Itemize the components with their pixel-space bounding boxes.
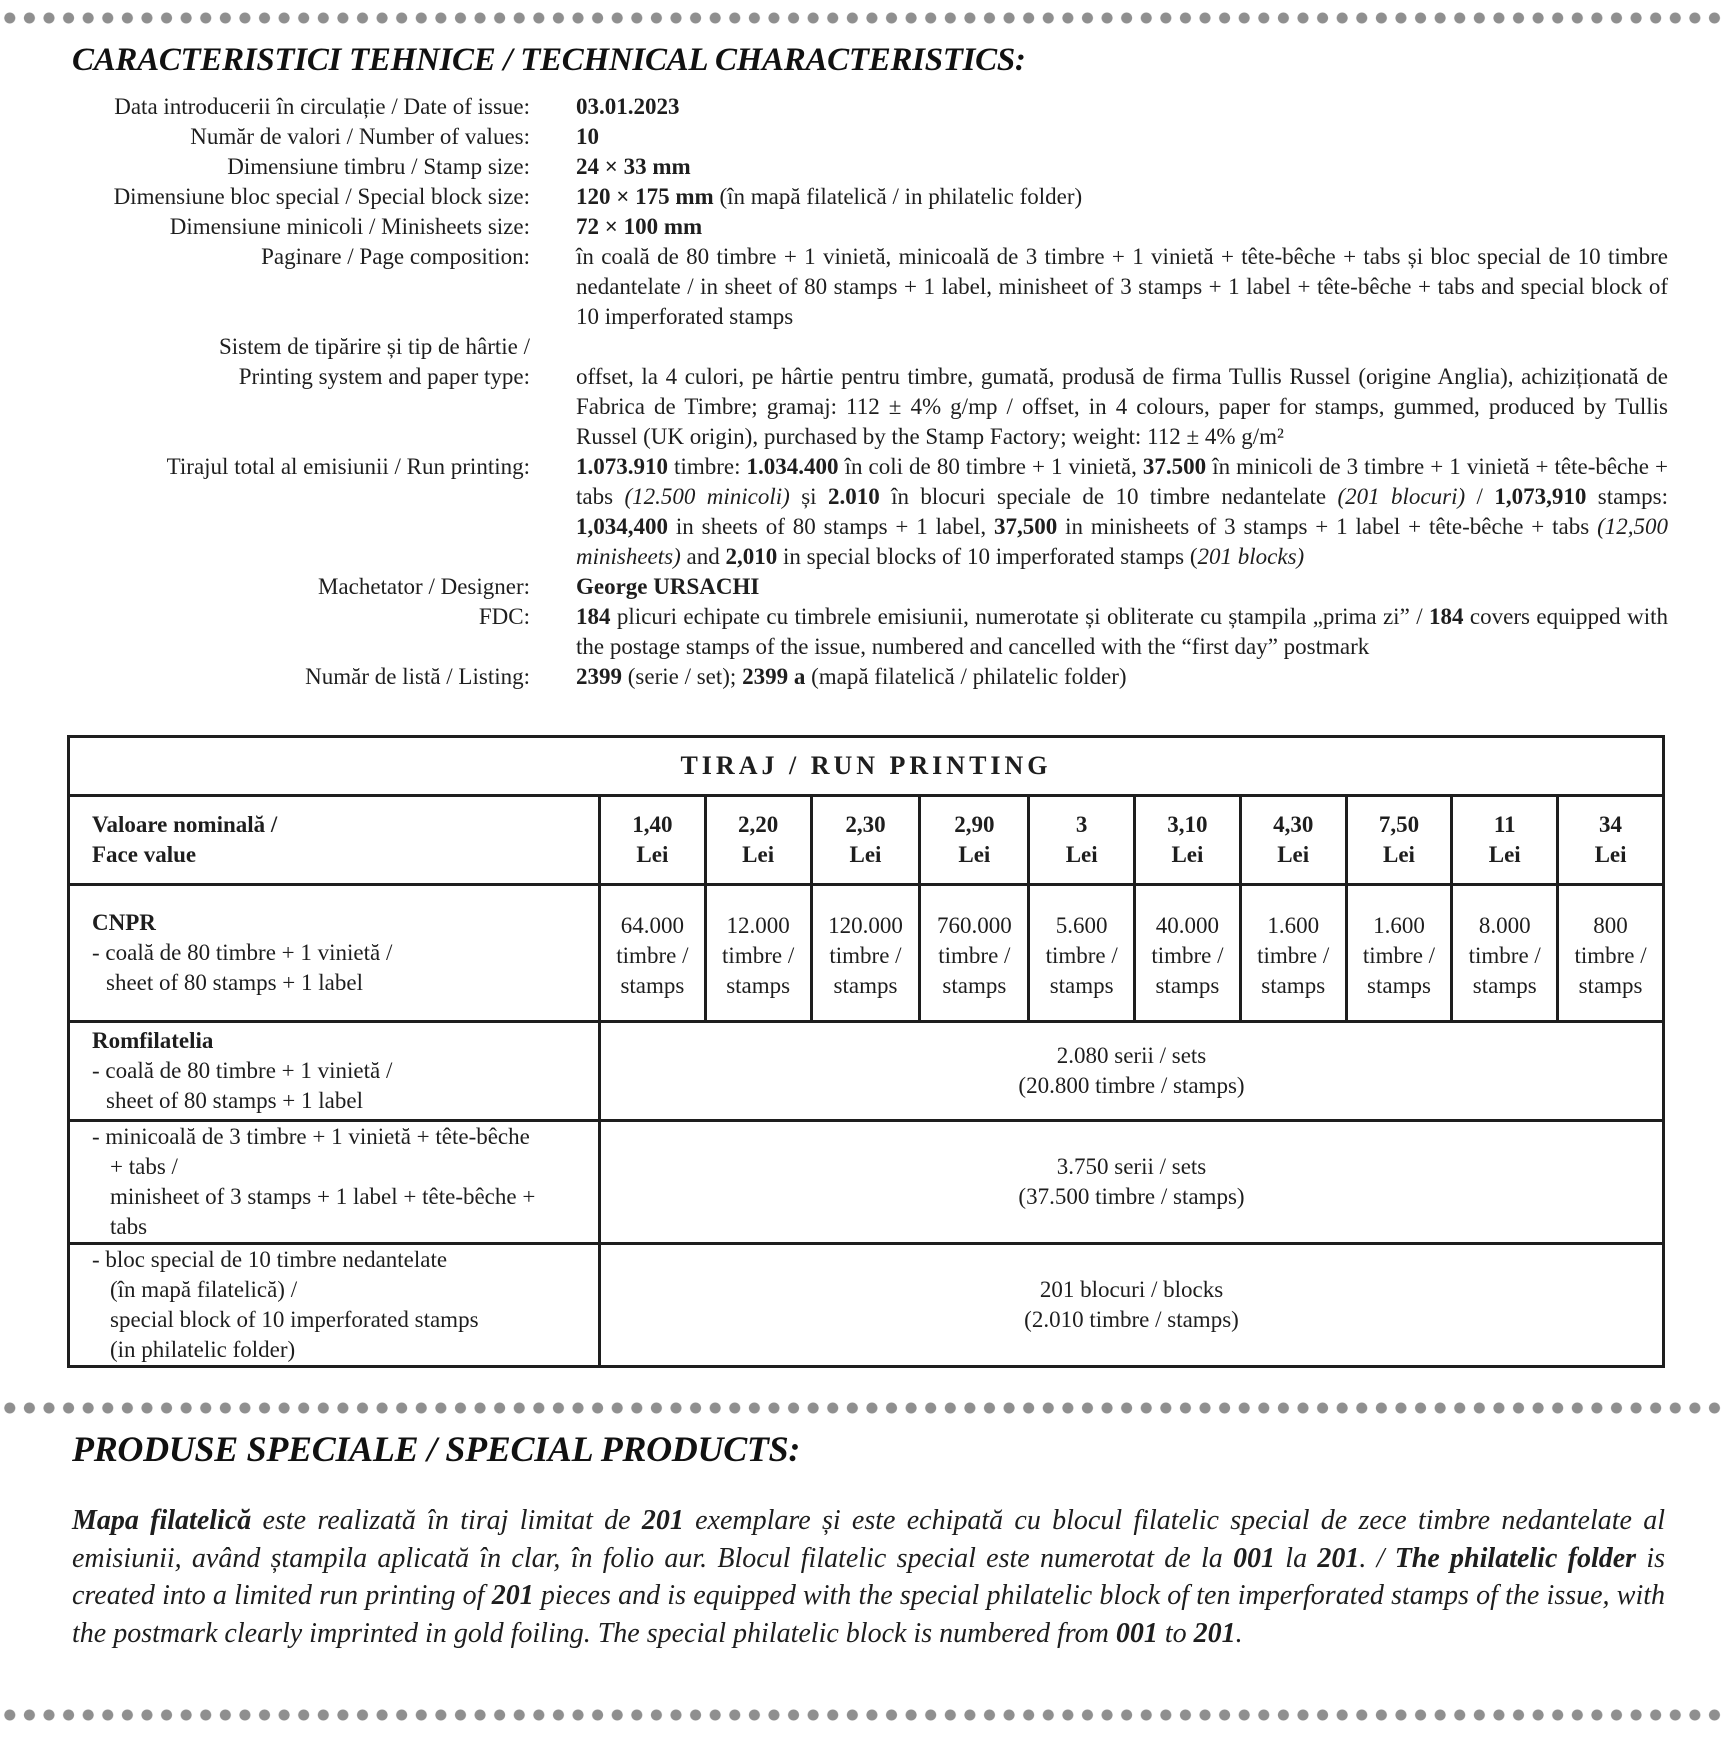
spec-block-size (40, 182, 1668, 212)
spec-values (40, 122, 1668, 152)
face-value-cell: 1,40 Lei (600, 796, 706, 885)
table-caption-row (69, 737, 1664, 796)
spec-fdc (40, 602, 1668, 662)
spec-designer (40, 572, 1668, 602)
spec-label: Număr de valori / Number of values: (190, 124, 530, 149)
spec-value: în coală de 80 timbre + 1 vinietă, minicoală de 3 timbre + 1 vinietă + tête-bêche + tabs și bloc special de 10 timbre nedantelate / in sheet of 80 stamps + 1 label, minisheet of 3 stamps + 1 label + tête-bêche + tabs and special block of 10 imperforated stamps (576, 244, 1668, 329)
face-value-cell: 7,50 Lei (1346, 796, 1452, 885)
special-products-heading: PRODUSE SPECIALE / SPECIAL PRODUCTS: (72, 1429, 801, 1469)
spec-label (40, 332, 530, 452)
cnpr-quantity-cell: 8.000 timbre / stamps (1452, 885, 1558, 1022)
cnpr-row (69, 885, 1664, 1022)
spec-value: 1.073.910 timbre: 1.034.400 în coli de 80 timbre + 1 vinietă, 37.500 în minicoli de 3 timbre + 1 vinietă + tête-bêche + tabs (12.500 minicoli) și 2.010 în blocuri speciale de 10 timbre nedantelate (201 blocuri) / 1,073,910 stamps: 1,034,400 in sheets of 80 stamps + 1 label, 37,500 in minisheets of 3 stamps + 1 label + tête-bêche + tabs (12,500 minisheets) and 2,010 in special blocks of 10 imperforated stamps (201 blocks) (576, 454, 1669, 569)
table-caption: TIRAJ / RUN PRINTING (69, 737, 1664, 796)
middle-dot-border (0, 1402, 1726, 1414)
block-size-note: (în mapă filatelică / in philatelic folder) (713, 184, 1083, 209)
bottom-dot-border (0, 1709, 1726, 1721)
spec-value: George URSACHI (576, 574, 760, 599)
spec-date (40, 92, 1668, 122)
romfilatelia-sheet-value: 2.080 serii / sets (20.800 timbre / stamps) (600, 1022, 1664, 1121)
spec-value: offset, la 4 culori, pe hârtie pentru timbre, gumată, produsă de firma Tullis Russel (origine Anglia), achiziționată de Fabrica de Timbre; gramaj: 112 ± 4% g/mp / offset, in 4 colours, paper for stamps, gummed, produced by Tullis Russel (UK origin), purchased by the Stamp Factory; weight: 112 ± 4% g/m² (576, 364, 1668, 449)
cnpr-quantity-cell: 5.600 timbre / stamps (1029, 885, 1135, 1022)
minisheet-row (69, 1121, 1664, 1244)
spec-label: Data introducerii în circulație / Date of issue: (114, 94, 530, 119)
spec-label: Tirajul total al emisiunii / Run printing: (166, 454, 530, 479)
special-products-text: Mapa filatelică este realizată în tiraj limitat de 201 exemplare și este echipată cu blocul filatelic special de zece timbre nedantelate al emisiunii, având ștampila aplicată în clar, în folio aur. Blocul filatelic special este numerotat de la 001 la 201. / The philatelic folder is created into a limited run printing of 201 pieces and is equipped with the special philatelic block of ten imperforated stamps of the issue, with the postmark clearly imprinted in gold foiling. The special philatelic block is numbered from 001 to 201. (72, 1505, 1666, 1649)
spec-value: 2399 (serie / set); 2399 a (mapă filatelică / philatelic folder) (576, 664, 1127, 689)
cnpr-quantity-cell: 120.000 timbre / stamps (811, 885, 920, 1022)
cnpr-quantity-cell: 800 timbre / stamps (1558, 885, 1664, 1022)
spec-value: 03.01.2023 (576, 94, 680, 119)
printing-label-line: Printing system and paper type: (238, 364, 530, 389)
minisheet-value: 3.750 serii / sets (37.500 timbre / stamps) (600, 1121, 1664, 1244)
top-dot-border (0, 12, 1726, 24)
spec-label: FDC: (478, 604, 530, 629)
spec-label: Dimensiune timbru / Stamp size: (227, 154, 530, 179)
special-block-label: - bloc special de 10 timbre nedantelate (în mapă filatelică) / special block of 10 imperforated stamps (in philatelic folder) (69, 1244, 600, 1367)
face-value-cell: 11 Lei (1452, 796, 1558, 885)
cnpr-quantity-cell: 64.000 timbre / stamps (600, 885, 706, 1022)
face-value-label: Valoare nominală / Face value (69, 796, 600, 885)
face-value-cell: 2,30 Lei (811, 796, 920, 885)
romfilatelia-sheet-row (69, 1022, 1664, 1121)
face-value-cell: 3 Lei (1029, 796, 1135, 885)
cnpr-label: CNPR - coală de 80 timbre + 1 vinietă / sheet of 80 stamps + 1 label (69, 885, 600, 1022)
face-value-cell: 3,10 Lei (1135, 796, 1241, 885)
spec-minisheet-size (40, 212, 1668, 242)
printing-label-line: Sistem de tipărire și tip de hârtie / (218, 334, 530, 359)
spec-value: 184 plicuri echipate cu timbrele emisiunii, numerotate și obliterate cu ștampila „prima zi” / 184 covers equipped with the postage stamps of the issue, numbered and cancelled with the “first day” postmark (576, 604, 1668, 659)
special-block-value: 201 blocuri / blocks (2.010 timbre / stamps) (600, 1244, 1664, 1367)
spec-value: 24 × 33 mm (576, 154, 691, 179)
technical-characteristics-heading: CARACTERISTICI TEHNICE / TECHNICAL CHARACTERISTICS: (72, 42, 1026, 78)
cnpr-quantity-cell: 1.600 timbre / stamps (1346, 885, 1452, 1022)
run-printing-table (67, 735, 1665, 1368)
spec-printing-system (40, 332, 1668, 452)
face-value-cell: 34 Lei (1558, 796, 1664, 885)
spec-listing (40, 662, 1668, 692)
face-value-cell: 4,30 Lei (1240, 796, 1346, 885)
spec-run-printing (40, 452, 1668, 572)
face-value-cell: 2,90 Lei (920, 796, 1029, 885)
face-value-cell: 2,20 Lei (705, 796, 811, 885)
cnpr-quantity-cell: 760.000 timbre / stamps (920, 885, 1029, 1022)
face-value-row (69, 796, 1664, 885)
special-block-row (69, 1244, 1664, 1367)
spec-label: Dimensiune minicoli / Minisheets size: (169, 214, 530, 239)
minisheet-label: - minicoală de 3 timbre + 1 vinietă + tête-bêche + tabs / minisheet of 3 stamps + 1 label + tête-bêche + tabs (69, 1121, 600, 1244)
spec-label: Machetator / Designer: (317, 574, 530, 599)
spec-label: Paginare / Page composition: (261, 244, 530, 269)
spec-value: 10 (576, 124, 599, 149)
technical-specs-list (40, 92, 1668, 692)
spec-page-composition (40, 242, 1668, 332)
spec-value (576, 182, 1668, 212)
spec-value: 72 × 100 mm (576, 214, 703, 239)
spec-label: Număr de listă / Listing: (305, 664, 530, 689)
spec-label: Dimensiune bloc special / Special block size: (113, 184, 530, 209)
romfilatelia-sheet-label: Romfilatelia - coală de 80 timbre + 1 vinietă / sheet of 80 stamps + 1 label (69, 1022, 600, 1121)
cnpr-quantity-cell: 40.000 timbre / stamps (1135, 885, 1241, 1022)
spec-stamp-size (40, 152, 1668, 182)
cnpr-quantity-cell: 12.000 timbre / stamps (705, 885, 811, 1022)
block-size-value: 120 × 175 mm (576, 184, 714, 209)
cnpr-quantity-cell: 1.600 timbre / stamps (1240, 885, 1346, 1022)
